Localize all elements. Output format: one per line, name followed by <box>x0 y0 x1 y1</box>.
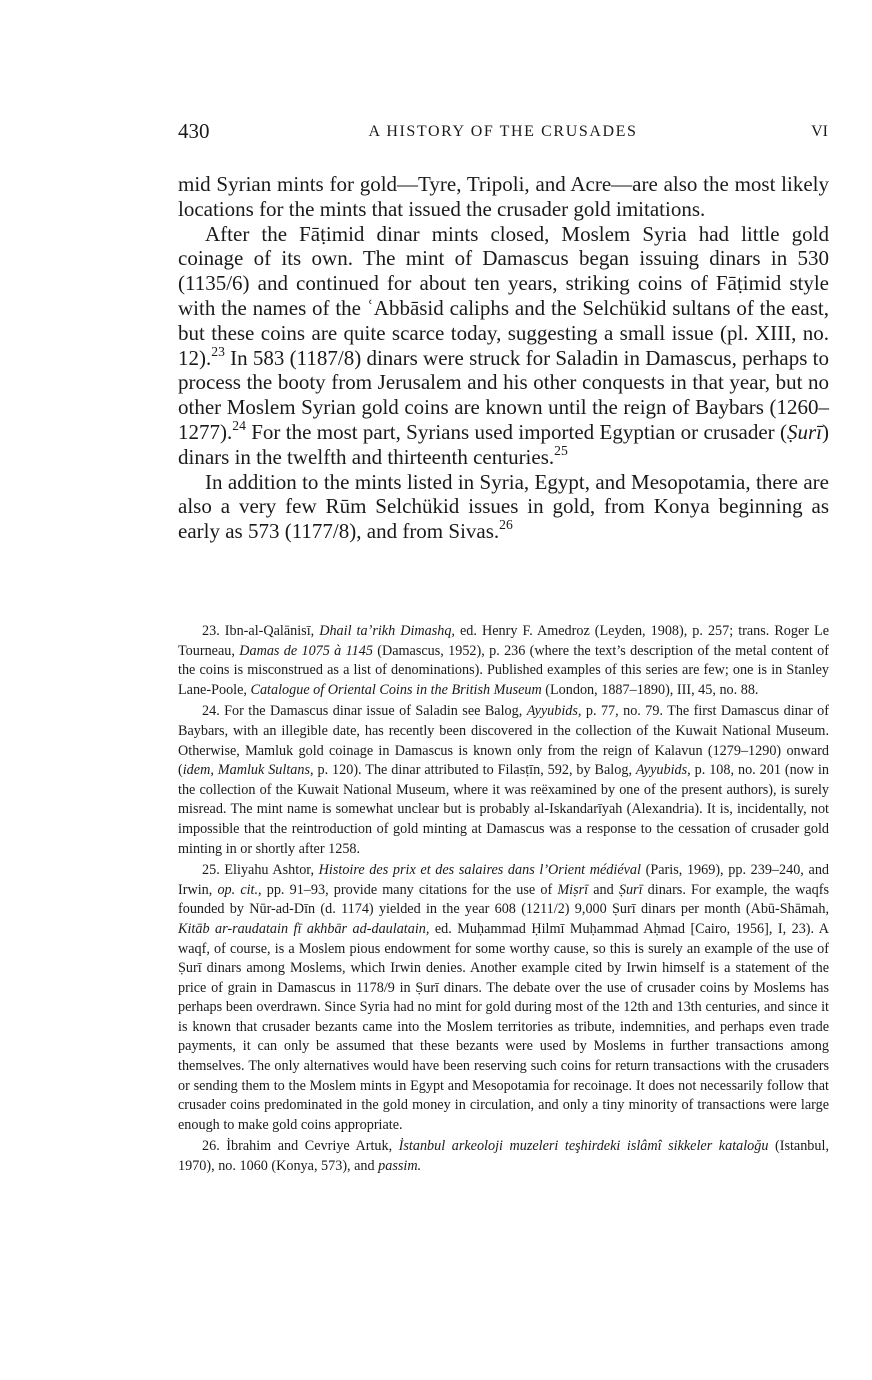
footnote-23-title-1: Dhail taʼrikh Dimashq, <box>319 623 455 639</box>
footnote-26-text-a: 26. İbrahim and Cevriye Artuk, <box>202 1138 399 1155</box>
footnote-ref-24: 24 <box>232 418 246 434</box>
footnote-25-term-misri: Miṣrī <box>557 881 589 898</box>
footnote-25-title-2: op. cit., <box>217 881 262 898</box>
footnote-25-title-1: Histoire des prix et des salaires dans l’Orient médiéval <box>318 862 641 879</box>
footnote-26-text-b: (Istanbul, 1970), no. 1060 (Konya, 573), and <box>178 1138 829 1175</box>
paragraph-2-text-a: After the Fāṭimid dinar mints closed, Moslem Syria had little gold coinage of its own. The mint of Damascus began issuing dinars in 530 (1135/6) and continued for about ten years, striking coins of Fāṭimid style with the names of the ʿAbbāsid caliphs and the Selchükid sultans of the east, but these coins are quite scarce today, suggesting a small issue (pl. XIII, no. 12). <box>178 221 829 370</box>
footnote-ref-25: 25 <box>554 442 568 458</box>
paragraph-2-text-c: For the most part, Syrians used imported Egyptian or crusader ( <box>245 419 787 444</box>
footnote-25-title-3: Kitāb ar-raudatain fī akhbār ad-daulatain, <box>178 920 430 937</box>
footnote-23-title-2: Damas de 1075 à 1145 <box>239 642 373 659</box>
running-header <box>178 119 828 147</box>
footnotes <box>178 622 829 1179</box>
footnote-23-text-b: ed. Henry F. Amedroz (Leyden, 1908), p. 257; trans. Roger Le Tourneau, <box>178 623 830 659</box>
footnote-25 <box>178 861 829 1135</box>
volume-number: VI <box>811 123 828 140</box>
footnote-25-text-b: (Paris, 1969), pp. 239–240, and Irwin, <box>178 862 830 898</box>
footnote-24-text-c: p. 120). The dinar attributed to Filasṭīn, 592, by Balog, <box>313 762 636 779</box>
footnote-24-title-2: idem, Mamluk Sultans, <box>182 762 314 779</box>
footnote-ref-23: 23 <box>211 343 225 359</box>
footnote-25-text-f: ed. Muḥammad Ḥilmī Muḥammad Aḥmad [Cairo, 1956], I, 23). A waqf, of course, is a Moslem pious endowment for some worthy cause, so this is surely an example of the use of Ṣurī dinars among Moslems, which Irwin denies. Another example cited by Irwin himself is a statement of the price of grain in Damascus in 1178/9 in Ṣurī dinars. The debate over the use of crusader coins by Moslems has perhaps been overdrawn. Since Syria had no mint for gold during most of the 12th and 13th centuries, and since it is known that crusader bezants came into the Moslem territories as tribute, indemnities, and perhaps even trade payments, it can only be assumed that these bezants were used by Moslems in further transactions among themselves. The only alternatives would have been reserving such coins for return transactions with the crusaders or sending them to the Moslem mints in Egypt and Mesopotamia for recoinage. It does not necessarily follow that crusader coins predominated in the gold money in circulation, and only a tiny minority of transactions were large enough to make gold coins appropriate. <box>178 920 829 1133</box>
running-title: A HISTORY OF THE CRUSADES <box>368 123 638 140</box>
footnote-24-text-d: p. 108, no. 201 (now in the collection of the Kuwait National Museum, where it was reëxamined by one of the present authors), is surely misread. The mint name is somewhat unclear but is probably al-Iskandarīyah (Alexandria). It is, incidentally, not impossible that the reintroduction of gold minting at Damascus was a response to the cessation of crusader gold minting in or shortly after 1258. <box>178 762 829 857</box>
footnote-23-text-a: 23. Ibn-al-Qalānisī, <box>202 623 320 639</box>
footnote-25-term-suri: Ṣurī <box>618 881 643 898</box>
footnote-26-title-1: İstanbul arkeoloji muzeleri teşhirdeki islâmî sikkeler kataloğu <box>398 1138 769 1155</box>
main-text <box>178 172 829 544</box>
paragraph-2-text-d: ) dinars in the twelfth and thirteenth centuries. <box>178 419 829 469</box>
footnote-23-text-c: (Damascus, 1952), p. 236 (where the text’s description of the metal content of the coins is misconstrued as a list of denominations). Published examples of this series are few; one is in Stanley Lane-Poole, <box>178 642 829 698</box>
paragraph-2 <box>178 222 829 470</box>
paragraph-1-text: mid Syrian mints for gold—Tyre, Tripoli, and Acre—are also the most likely locations for the mints that issued the crusader gold imitations. <box>178 172 829 221</box>
paragraph-3-text: In addition to the mints listed in Syria, Egypt, and Mesopotamia, there are also a very few Rūm Selchükid issues in gold, from Konya beginning as early as 573 (1177/8), and from Sivas. <box>178 469 829 544</box>
footnote-24-title-1: Ayyubids, <box>526 703 582 720</box>
footnote-24 <box>178 702 829 859</box>
suri-term: Ṣurī <box>786 419 822 444</box>
footnote-23 <box>178 622 829 700</box>
footnote-ref-26: 26 <box>499 517 513 533</box>
paragraph-2-text-b: In 583 (1187/8) dinars were struck for Saladin in Damascus, perhaps to process the booty from Jerusalem and his other conquests in that year, but no other Moslem Syrian gold coins are known until the reign of Baybars (1260–1277). <box>178 345 829 444</box>
footnote-26-title-2: passim. <box>378 1158 422 1175</box>
footnote-25-text-a: 25. Eliyahu Ashtor, <box>202 862 319 879</box>
footnote-24-title-3: Ayyubids, <box>635 762 691 779</box>
footnote-25-text-c: pp. 91–93, provide many citations for the use of <box>261 881 558 898</box>
footnote-23-title-3: Catalogue of Oriental Coins in the British Museum <box>250 681 542 698</box>
paragraph-3 <box>178 470 829 544</box>
page-number: 430 <box>178 119 210 143</box>
footnote-26 <box>178 1137 829 1176</box>
footnote-25-text-d: and <box>588 881 619 898</box>
paragraph-1 <box>178 172 829 222</box>
footnote-24-text-b: p. 77, no. 79. The first Damascus dinar of Baybars, with an illegible date, has recently been discovered in the collection of the Kuwait National Museum. Otherwise, Mamluk gold coinage in Damascus is known only from the reign of Kalavun (1279–1290) onward ( <box>178 703 829 779</box>
footnote-25-text-e: dinars. For example, the waqfs founded by Nūr-ad-Dīn (d. 1174) yielded in the year 608 (1211/2) 9,000 Ṣurī dinars per month (Abū-Shāmah, <box>178 881 829 918</box>
footnote-23-text-d: (London, 1887–1890), III, 45, no. 88. <box>541 681 759 698</box>
footnote-24-text-a: 24. For the Damascus dinar issue of Saladin see Balog, <box>202 703 527 720</box>
